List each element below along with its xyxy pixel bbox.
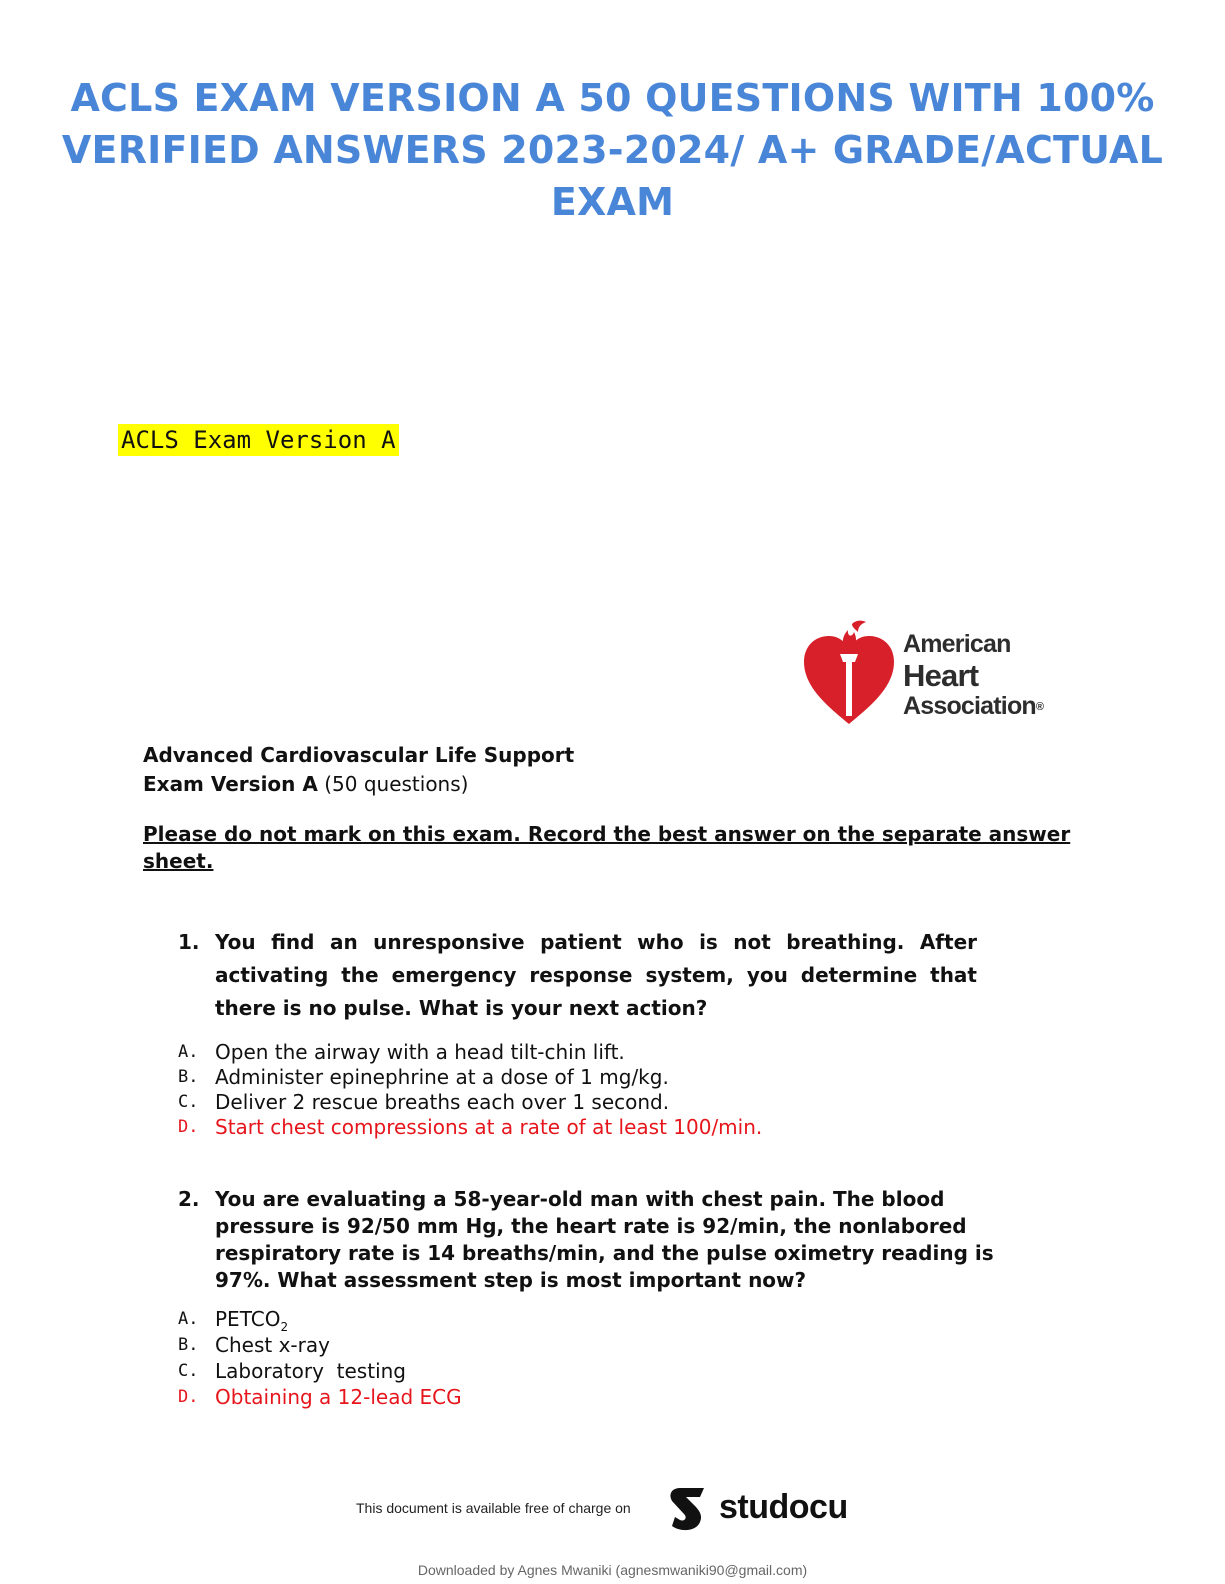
exam-notice: Please do not mark on this exam. Record the best answer on the separate answer sheet. <box>143 822 1071 873</box>
option-text: Chest x-ray <box>215 1333 330 1357</box>
logo-line-heart: Heart <box>903 658 979 693</box>
aha-logo <box>800 616 1076 726</box>
answer-option <box>178 1333 978 1359</box>
question-1-options <box>178 1040 978 1140</box>
option-text: Start chest compressions at a rate of at least 100/min. <box>215 1115 763 1139</box>
exam-version-label: Exam Version A <box>143 772 318 796</box>
registered-mark: ® <box>1035 700 1045 713</box>
option-letter: D. <box>178 1117 199 1137</box>
option-text: Open the airway with a head tilt-chin lift. <box>215 1040 625 1064</box>
option-text-subscript: 2 <box>280 1320 289 1334</box>
option-letter: C. <box>178 1092 199 1112</box>
answer-option <box>178 1359 978 1385</box>
document-title: ACLS EXAM VERSION A 50 QUESTIONS WITH 100% VERIFIED ANSWERS 2023-2024/ A+ GRADE/ACTUAL EXAM <box>61 76 1164 224</box>
logo-line-american: American <box>903 630 1011 658</box>
option-text: Deliver 2 rescue breaths each over 1 second. <box>215 1090 670 1114</box>
answer-option <box>178 1065 978 1090</box>
availability-notice: This document is available free of charge on <box>356 1500 631 1516</box>
option-letter: A. <box>178 1309 199 1329</box>
question-number: 2. <box>178 1187 200 1211</box>
question-number: 1. <box>178 930 200 954</box>
course-name: Advanced Cardiovascular Life Support <box>143 743 575 767</box>
option-letter: B. <box>178 1335 199 1355</box>
logo-line-association: Association <box>903 692 1036 720</box>
question-text: You are evaluating a 58-year-old man with chest pain. The blood pressure is 92/50 mm Hg, the heart rate is 92/min, the nonlabored respiratory rate is 14 breaths/min, and the pulse oximetry reading is 97%. What assessment step is most important now? <box>215 1187 994 1292</box>
option-letter: B. <box>178 1067 199 1087</box>
option-text: Administer epinephrine at a dose of 1 mg/kg. <box>215 1065 669 1089</box>
answer-option <box>178 1040 978 1065</box>
exam-question-count: (50 questions) <box>324 772 469 796</box>
question-2-options <box>178 1307 978 1411</box>
heart-torch-icon <box>800 616 898 726</box>
option-text: Obtaining a 12-lead ECG <box>215 1385 462 1409</box>
studocu-s-icon <box>666 1484 716 1534</box>
correct-answer-option <box>178 1115 978 1140</box>
question-text: You find an unresponsive patient who is not breathing. After activating the emergency response system, you determine that there is no pulse. What is your next action? <box>215 930 977 1020</box>
studocu-logo[interactable] <box>666 1484 866 1534</box>
download-attribution: Downloaded by Agnes Mwaniki (agnesmwaniki90@gmail.com) <box>417 1562 808 1578</box>
course-header <box>143 741 574 799</box>
studocu-brand: studocu <box>719 1488 848 1526</box>
option-text-main: PETCO <box>215 1307 281 1331</box>
option-letter: C. <box>178 1361 199 1381</box>
answer-option <box>178 1307 978 1333</box>
answer-option <box>178 1090 978 1115</box>
option-letter: D. <box>178 1387 199 1407</box>
correct-answer-option <box>178 1385 978 1411</box>
option-letter: A. <box>178 1042 199 1062</box>
version-label: ACLS Exam Version A <box>118 424 399 456</box>
option-text: Laboratory testing <box>215 1359 406 1383</box>
